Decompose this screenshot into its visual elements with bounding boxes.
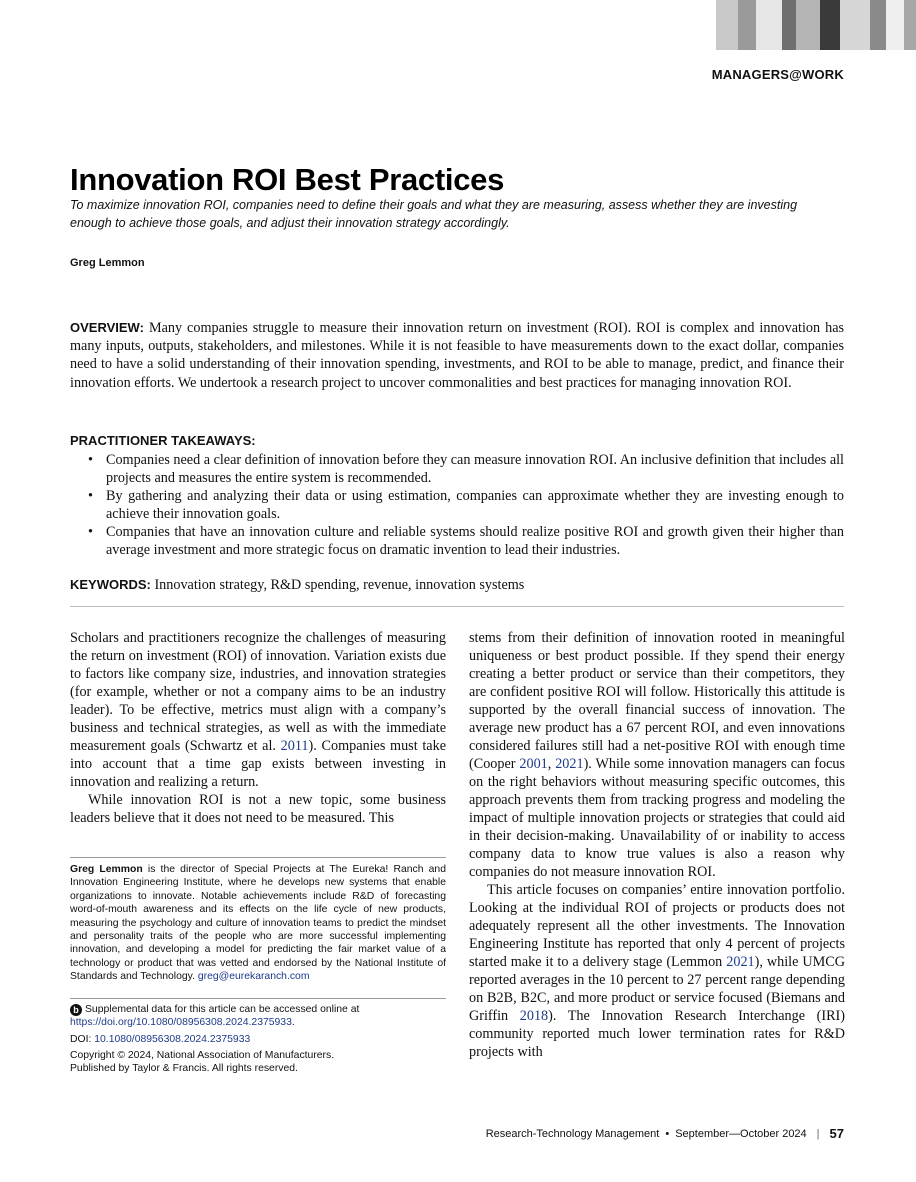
takeaways-heading: PRACTITIONER TAKEAWAYS: (70, 433, 256, 448)
supplemental-data-icon: b (70, 1004, 82, 1016)
page-number: 57 (829, 1126, 844, 1141)
body-text: ), while UMCG reported averages in the 10 percent to 27 percent range depending on B2B, B2C, and more product or service focused (Biemans and Griffin (469, 954, 845, 1024)
bio-name: Greg Lemmon (70, 864, 143, 875)
body-paragraph (70, 629, 446, 791)
body-text: Scholars and practitioners recognize the challenges of measuring the return on investment (ROI) of innovation. Variation exists due to factors like company size, industries, and innovation strategies (for example, whether or not a company aims to be an industry leader). To be effective, metrics must align with a company’s business and technical strategies, as well as with the immediate measurement goals (Schwartz et al. (70, 630, 446, 754)
body-column-left (70, 629, 446, 827)
bio-divider (70, 857, 446, 858)
keywords-text: Innovation strategy, R&D spending, revenue, innovation systems (154, 577, 525, 593)
doi-link[interactable]: 10.1080/08956308.2024.2375933 (94, 1034, 251, 1045)
list-item: • Companies need a clear definition of innovation before they can measure innovation ROI. An inclusive definition that includes all projects and measures the entire system is recommended. (70, 451, 844, 487)
decoration-block (886, 0, 904, 50)
body-text: ). Companies must take into account that a time gap exists between investing in innovation and realizing a return. (70, 738, 446, 790)
doi-label: DOI: (70, 1034, 95, 1045)
keywords-label: KEYWORDS: (70, 577, 151, 592)
author-name: Greg Lemmon (70, 257, 145, 269)
decoration-block (870, 0, 886, 50)
decoration-block (840, 0, 870, 50)
supplemental-text: Supplemental data for this article can be accessed online at (85, 1004, 360, 1015)
issue-date: September—October 2024 (675, 1127, 807, 1140)
footer-separator: | (816, 1127, 820, 1140)
citation-link[interactable]: 2021 (726, 954, 755, 970)
citation-link[interactable]: 2001 (519, 756, 548, 772)
supplemental-url-link[interactable]: https://doi.org/10.1080/08956308.2024.2375933 (70, 1017, 292, 1029)
decoration-block (738, 0, 756, 50)
citation-link[interactable]: 2018 (519, 1008, 549, 1024)
footer-bullet: • (665, 1127, 670, 1140)
header-decoration (716, 0, 916, 50)
overview (70, 319, 844, 392)
section-divider (70, 606, 844, 607)
decoration-block (796, 0, 820, 50)
body-paragraph (469, 881, 845, 1061)
article-subtitle: To maximize innovation ROI, companies need to define their goals and what they are measuring, assess whether they are investing enough to achieve those goals, and adjust their innovation strategy accordingly. (70, 198, 798, 230)
decoration-block (904, 0, 916, 50)
decoration-block (820, 0, 840, 50)
list-item: • By gathering and analyzing their data or using estimation, companies can approximate whether they are investing enough to achieve their innovation goals. (70, 487, 844, 523)
citation-link[interactable]: 2011 (280, 738, 309, 754)
author-bio (70, 863, 446, 984)
article-title: Innovation ROI Best Practices (70, 162, 505, 197)
body-text: ). While some innovation managers can focus on the right behaviors without measuring specific outcomes, this approach prevents them from tracking progress and modeling the impact of multiple innovation projects or strategies that could aid in their decision-making. Unavailability of or inability to access company data to know true values is also a reason why companies do not measure innovation ROI. (469, 756, 846, 880)
decoration-block (756, 0, 782, 50)
copyright (70, 1049, 334, 1076)
takeaways-list (70, 451, 844, 559)
author-email-link[interactable]: greg@eurekaranch.com (197, 971, 310, 983)
keywords (70, 576, 844, 594)
body-column-right (469, 629, 845, 1061)
body-text: This article focuses on companies’ entire innovation portfolio. Looking at the individual ROI of projects or products does not adequately represent all the other investments. The Innovation Engineering Institute has reported that only 4 percent of projects started make it to a delivery stage (Lemmon (469, 882, 845, 970)
body-text: , (547, 756, 556, 772)
page-footer (486, 1126, 844, 1141)
journal-name: Research-Technology Management (485, 1127, 660, 1140)
body-paragraph: While innovation ROI is not a new topic, some business leaders believe that it does not need to be measured. This (70, 792, 446, 826)
decoration-block (782, 0, 796, 50)
body-text: stems from their definition of innovation rooted in meaningful uniqueness or best product possible. If they spend their energy creating a better product or service than their competitors, they are confident positive ROI will follow. Historically this attitude is supported by the overall financial success of innovation. The average new product has a 67 percent ROI, and even innovations considered failures still had a net-positive ROI with enough time (Cooper (469, 630, 845, 772)
supplemental-divider (70, 998, 446, 999)
citation-link[interactable]: 2021 (555, 756, 584, 772)
decoration-block (716, 0, 738, 50)
copyright-line: Published by Taylor & Francis. All rights reserved. (70, 1063, 298, 1075)
section-label: MANAGERS@WORK (711, 67, 844, 82)
body-paragraph (469, 629, 845, 881)
overview-text: Many companies struggle to measure their innovation return on investment (ROI). ROI is complex and innovation has many inputs, outputs, stakeholders, and milestones. While it is not feasible to have measurements down to the exact dollar, companies need to have a solid understanding of their innovation spending, investments, and ROI to be able to manage, predict, and finance their innovation efforts. We undertook a research project to uncover commonalities and best practices for managing innovation ROI. (70, 320, 845, 391)
supplemental-end: . (291, 1017, 295, 1029)
supplemental-note (70, 1003, 446, 1030)
doi-line (70, 1033, 250, 1046)
body-text: ). The Innovation Research Interchange (IRI) community reported much lower termination rates for R&D projects with (469, 1008, 845, 1060)
list-item: • Companies that have an innovation culture and reliable systems should realize positive ROI and growth given their higher than average investment and more strategic focus on dramatic invention to lead their industries. (70, 523, 844, 559)
bio-text: is the director of Special Projects at The Eureka! Ranch and Innovation Engineering Institute, where he develops new systems that enable organizations to innovate. Notable achievements include R&D of forecasting word-of-mouth awareness and its effects on the life cycle of new products, measuring the psychology and culture of innovation teams to predict the mindset and personality traits of the people who are more successful implementing innovation, and developing a model for predicting the fair market value of a technology or product that was vetted and endorsed by the National Institute of Standards and Technology. (70, 864, 446, 983)
copyright-line: Copyright © 2024, National Association of Manufacturers. (70, 1050, 335, 1061)
overview-label: OVERVIEW: (70, 320, 144, 335)
